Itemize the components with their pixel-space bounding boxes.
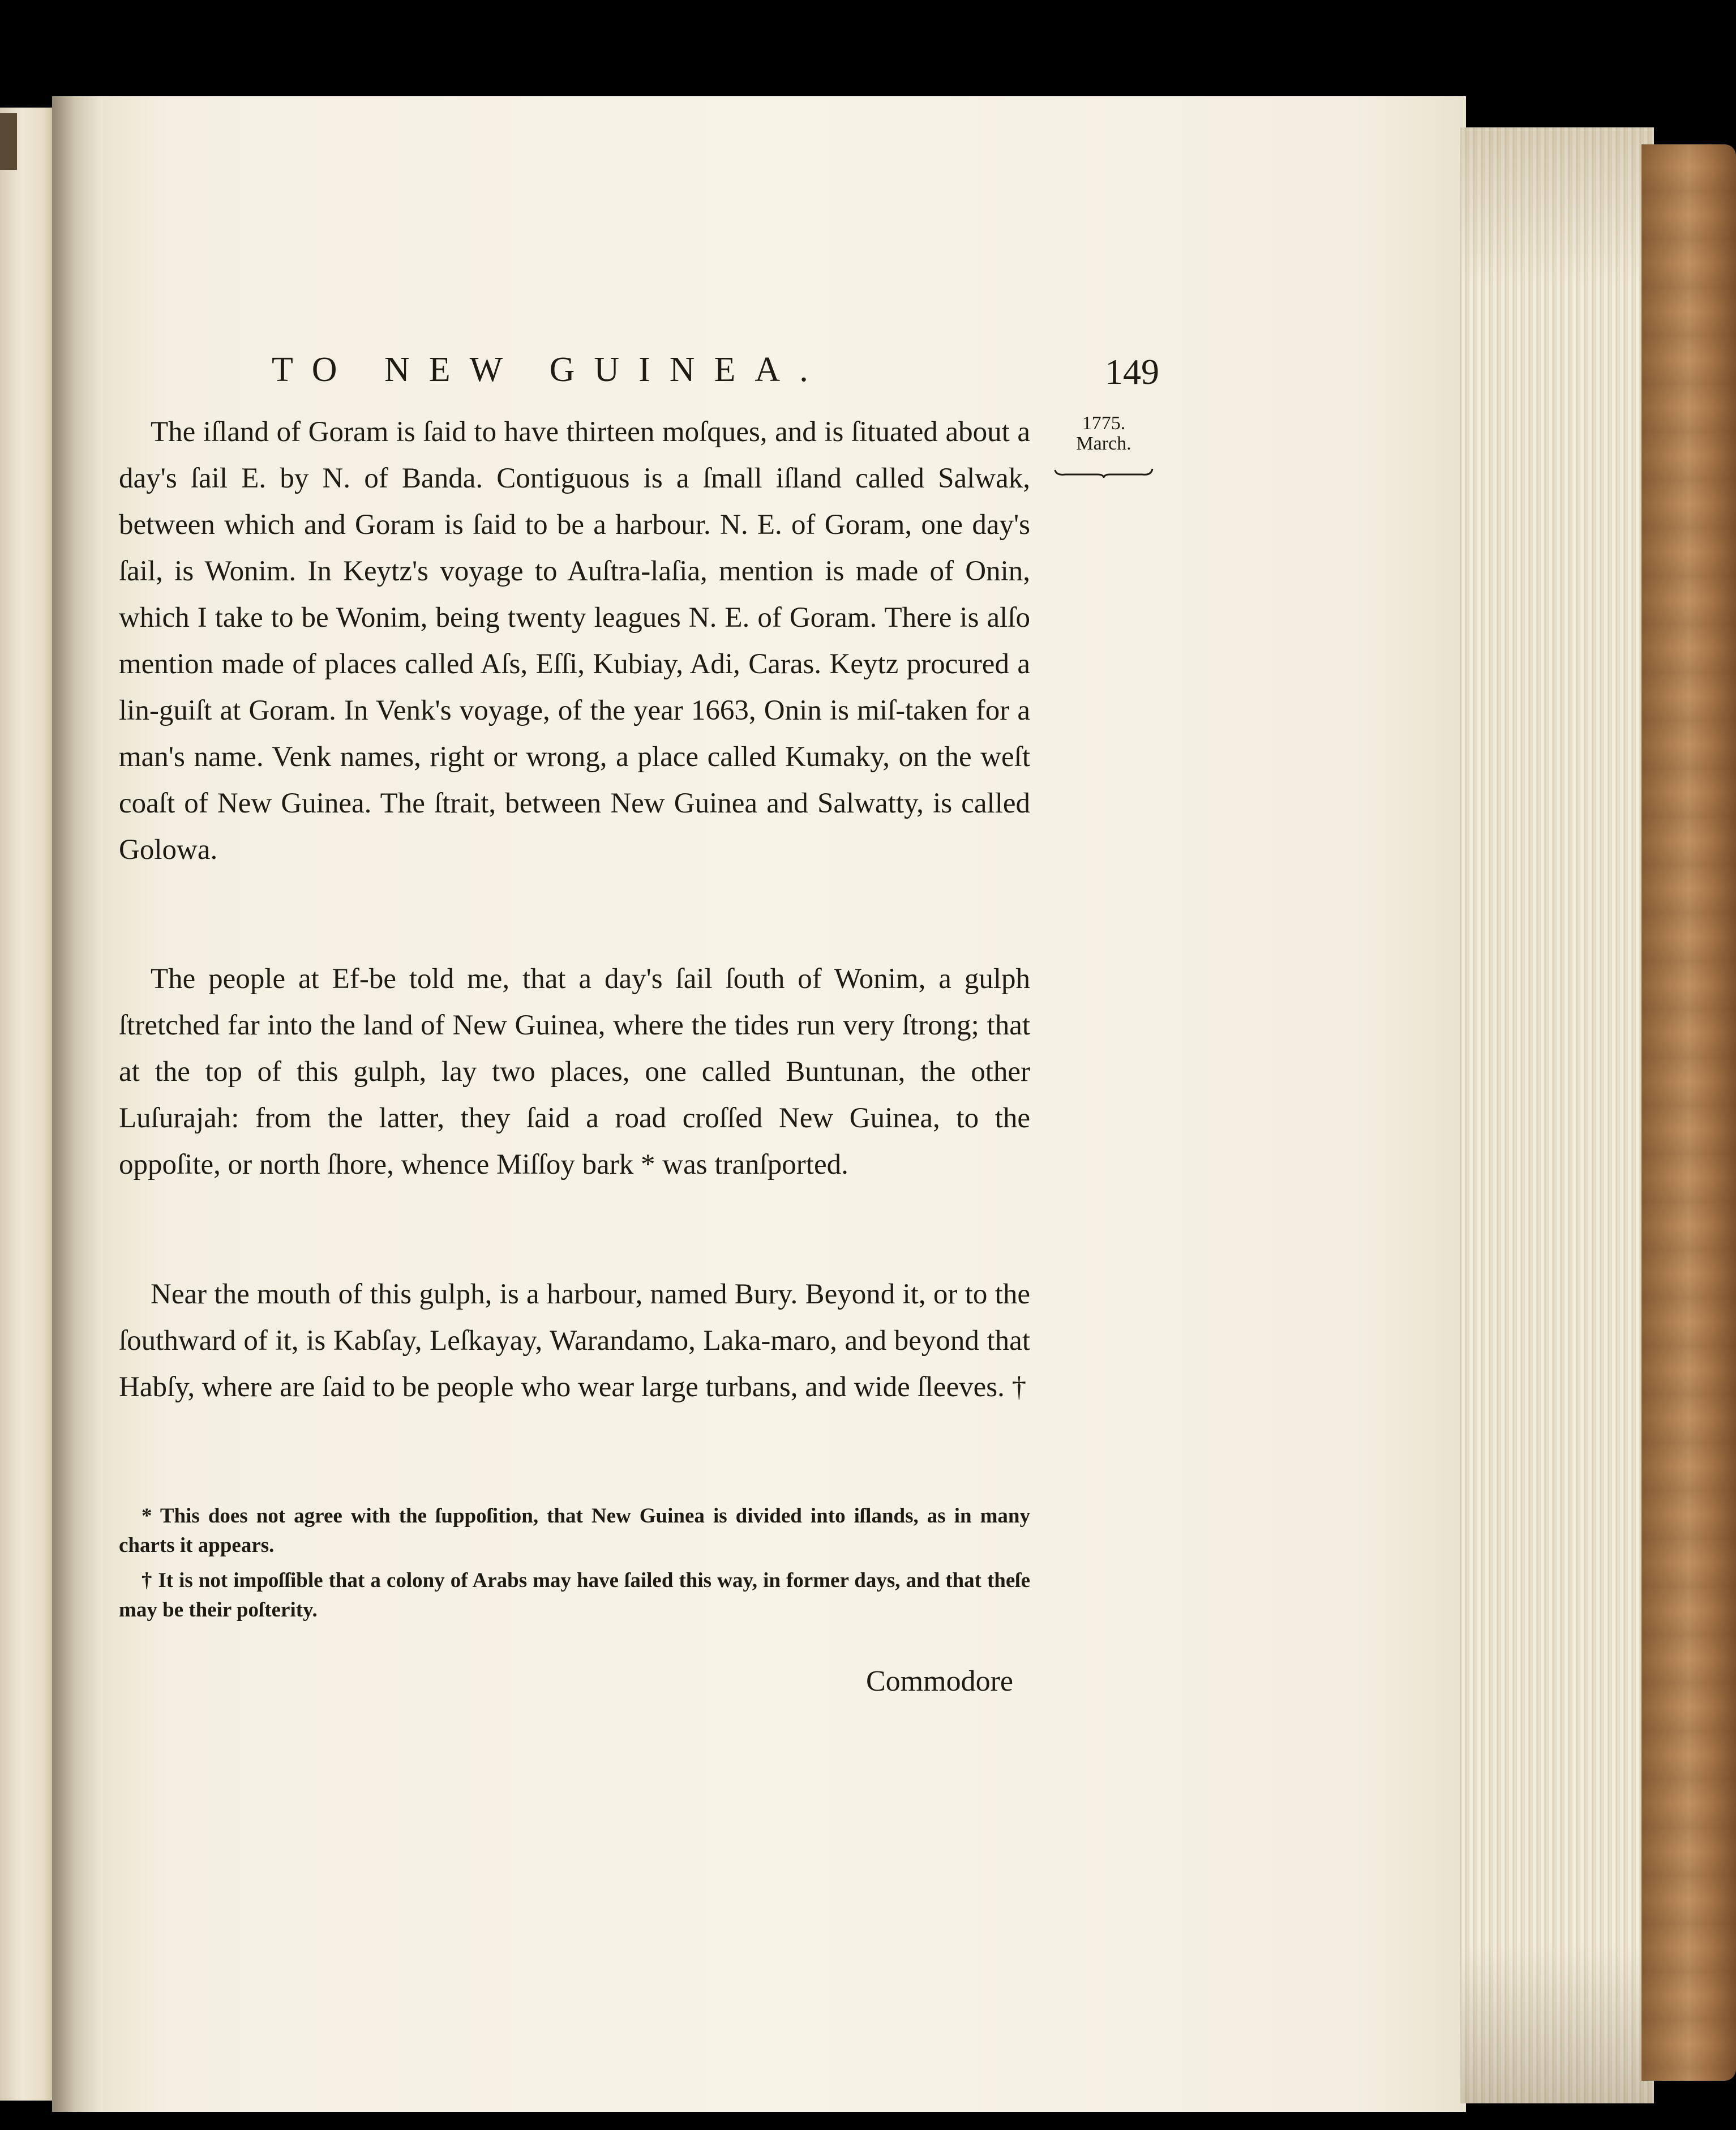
page-fore-edge	[1460, 127, 1654, 2103]
left-page-edge	[0, 108, 55, 2101]
gutter-shadow	[52, 96, 103, 2112]
paragraph-1	[119, 409, 1030, 873]
left-cover-fragment	[0, 113, 17, 170]
margin-note-year: 1775.	[1082, 413, 1126, 434]
margin-brace-icon	[1054, 468, 1154, 478]
page-number: 149	[1105, 352, 1159, 392]
paragraph-text: The people at Ef-be told me, that a day's ſail ſouth of Wonim, a gulph ſtretched far into the land of New Guinea, where the tides run very ſtrong; that at the top of this gulph, lay two places, one called Buntunan, the other Luſurajah: from the latter, they ſaid a road croſſed New Guinea, to the oppoſite, or north ſhore, whence Miſſoy bark * was tranſported.	[119, 963, 1030, 1181]
margin-note	[1053, 413, 1155, 454]
paragraph-text: Near the mouth of this gulph, is a harbour, named Bury. Beyond it, or to the ſouthward of it, is Kabſay, Leſkayay, Warandamo, Laka-maro, and beyond that Habſy, where are ſaid to be people who wear large turbans, and wide ſleeves. †	[119, 1278, 1030, 1403]
paragraph-text: The iſland of Goram is ſaid to have thirteen moſques, and is ſituated about a day's ſail E. by N. of Banda. Contiguous is a ſmall iſland called Salwak, between which and Goram is ſaid to be a harbour. N. E. of Goram, one day's ſail, is Wonim. In Keytz's voyage to Auſtra-laſia, mention is made of Onin, which I take to be Wonim, being twenty leagues N. E. of Goram. There is alſo mention made of places called Aſs, Eſſi, Kubiay, Adi, Caras. Keytz procured a lin-guiſt at Goram. In Venk's voyage, of the year 1663, Onin is miſ-taken for a man's name. Venk names, right or wrong, a place called Kumaky, on the weſt coaſt of New Guinea. The ſtrait, between New Guinea and Salwatty, is called Golowa.	[119, 416, 1030, 866]
catchword: Commodore	[866, 1665, 1013, 1697]
footnotes	[119, 1502, 1030, 1631]
footnote-2: † It is not impoſſible that a colony of Arabs may have ſailed this way, in former days, and that theſe may be their poſterity.	[119, 1569, 1030, 1622]
running-head: TO NEW GUINEA.	[272, 350, 828, 389]
margin-note-month: March.	[1076, 433, 1131, 454]
paragraph-2	[119, 956, 1030, 1188]
paragraph-3	[119, 1271, 1030, 1410]
footnote-1: * This does not agree with the ſuppoſition, that New Guinea is divided into iſlands, as in many charts it appears.	[119, 1504, 1030, 1557]
leather-cover	[1641, 144, 1736, 2081]
